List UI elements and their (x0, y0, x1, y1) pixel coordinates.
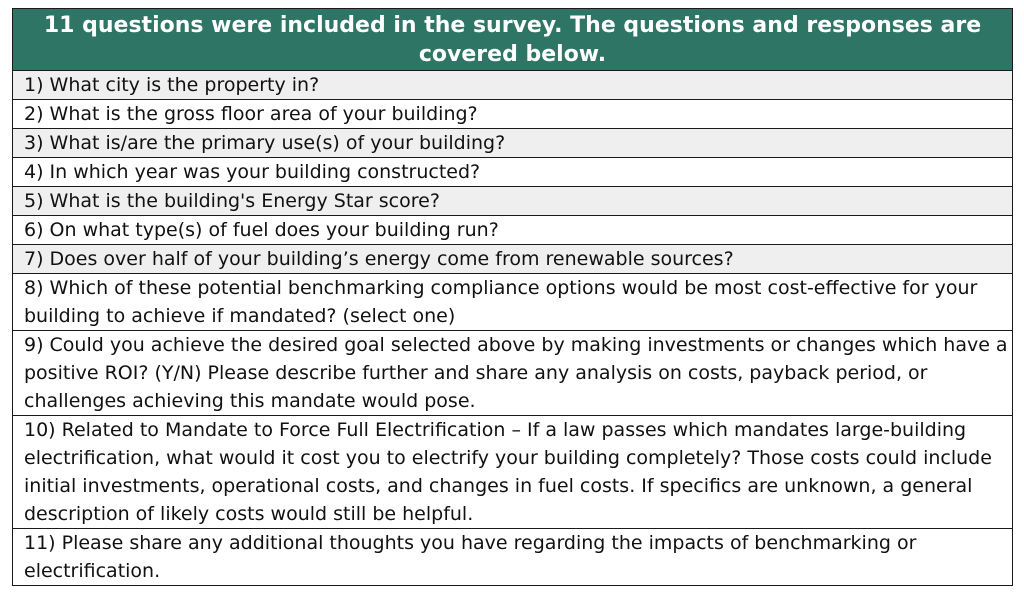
table-header: 11 questions were included in the survey. The questions and responses are covered below. (13, 9, 1012, 71)
question-row-9: 9) Could you achieve the desired goal selected above by making investments or changes which have a positive ROI? (Y/N) Please describe further and share any analysis on costs, payback period, or challenges achieving this mandate would pose. (13, 331, 1012, 416)
question-row-4: 4) In which year was your building constructed? (13, 158, 1012, 187)
question-row-1: 1) What city is the property in? (13, 71, 1012, 100)
question-row-10: 10) Related to Mandate to Force Full Electrification – If a law passes which mandates large-building electrification, what would it cost you to electrify your building completely? Those costs could include initial investments, operational costs, and changes in fuel costs. If specifics are unknown, a general description of likely costs would still be helpful. (13, 416, 1012, 529)
question-row-3: 3) What is/are the primary use(s) of your building? (13, 129, 1012, 158)
question-row-6: 6) On what type(s) of fuel does your building run? (13, 216, 1012, 245)
question-row-11: 11) Please share any additional thoughts you have regarding the impacts of benchmarking or electrification. (24, 532, 917, 582)
question-row-8: 8) Which of these potential benchmarking compliance options would be most cost-effective for your building to achieve if mandated? (select one) (13, 274, 1012, 331)
survey-questions-table (12, 8, 1013, 586)
question-row-7: 7) Does over half of your building’s energy come from renewable sources? (13, 245, 1012, 274)
question-row-2: 2) What is the gross floor area of your building? (13, 100, 1012, 129)
question-row-5: 5) What is the building's Energy Star score? (13, 187, 1012, 216)
